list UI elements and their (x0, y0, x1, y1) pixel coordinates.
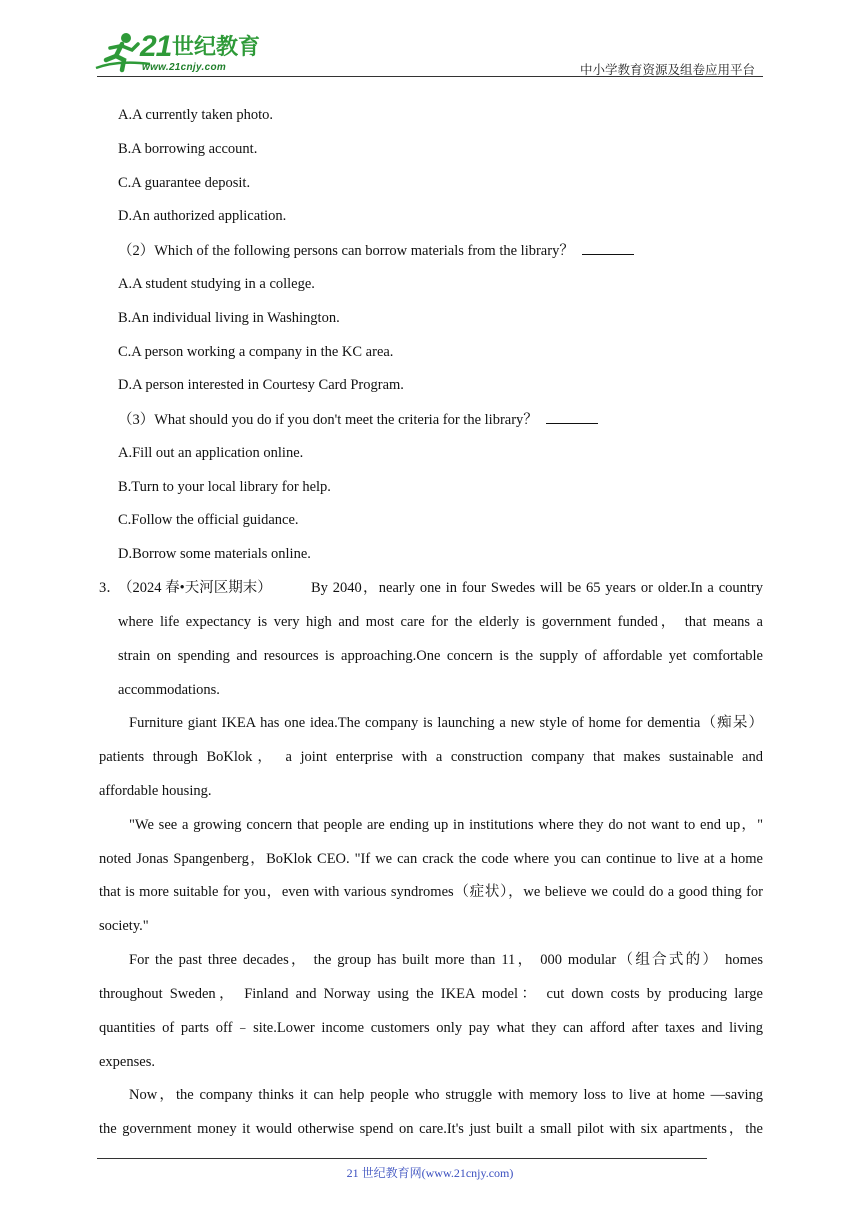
logo-chinese-name: 世纪教育 (172, 35, 261, 60)
footer-link[interactable]: 21 世纪教育网(www.21cnjy.com) (346, 1166, 514, 1180)
passage-line: throughout Sweden， Finland and Norway using the IKEA model： cut down costs by producing large (99, 986, 763, 1002)
platform-name: 中小学教育资源及组卷应用平台 (579, 62, 755, 77)
q3-stem-line (118, 409, 598, 430)
passage-line: expenses. (99, 1054, 155, 1070)
q2-option-a: A.A student studying in a college. (118, 276, 315, 292)
footer-divider (97, 1158, 707, 1159)
passage-line: the government money it would otherwise spend on care.It's just built a small pilot with six apartments，the (99, 1121, 763, 1137)
q2-option-c: C.A person working a company in the KC area. (118, 344, 394, 360)
question-source: （2024 春•天河区期末） (118, 580, 272, 596)
q1-option-c: C.A guarantee deposit. (118, 175, 251, 191)
passage-line: Now，the company thinks it can help people who struggle with memory loss to live at home —saving (129, 1087, 763, 1103)
passage-line: quantities of parts off﹣site.Lower income customers only pay what they can afford after taxes and living (99, 1020, 763, 1036)
intro-line-1: By 2040，nearly one in four Swedes will be 65 years or older.In a country (311, 580, 763, 596)
q3-stem: （3）What should you do if you don't meet the criteria for the library？ (118, 412, 538, 428)
passage-line: patients through BoKlok， a joint enterprise with a construction company that makes sustainable and (99, 749, 763, 765)
logo-number: 21 (140, 30, 172, 63)
intro-line-3: strain on spending and resources is approaching.One concern is the supply of affordable yet comfortable (118, 648, 763, 664)
answer-blank[interactable] (582, 240, 634, 255)
q2-option-d: D.A person interested in Courtesy Card Program. (118, 377, 404, 393)
passage-line: society." (99, 918, 149, 934)
passage-line: For the past three decades， the group has built more than 11， 000 modular（组合式的） homes (129, 952, 763, 968)
question-number: 3． (99, 580, 121, 596)
passage-line: noted Jonas Spangenberg，BoKlok CEO. "If we can crack the code where you can continue to live at a home (99, 851, 763, 867)
passage-line: "We see a growing concern that people are ending up in institutions where they do not want to end up，" (129, 817, 763, 833)
q3-option-c: C.Follow the official guidance. (118, 512, 299, 528)
intro-line-4: accommodations. (118, 682, 220, 698)
passage-line: Furniture giant IKEA has one idea.The company is launching a new style of home for dementia（痴呆） (129, 715, 763, 731)
page-header (0, 0, 860, 80)
q2-stem-line (118, 240, 634, 261)
q1-option-d: D.An authorized application. (118, 208, 287, 224)
q3-option-a: A.Fill out an application online. (118, 445, 304, 461)
passage-line: affordable housing. (99, 783, 212, 799)
intro-line-2: where life expectancy is very high and most care for the elderly is government funded， that means a (118, 614, 763, 630)
q2-option-b: B.An individual living in Washington. (118, 310, 340, 326)
q3-option-d: D.Borrow some materials online. (118, 546, 311, 562)
q1-option-b: B.A borrowing account. (118, 141, 258, 157)
q1-option-a: A.A currently taken photo. (118, 107, 274, 123)
site-logo[interactable] (92, 30, 262, 78)
q3-option-b: B.Turn to your local library for help. (118, 479, 331, 495)
answer-blank[interactable] (546, 409, 598, 424)
header-divider (97, 76, 763, 77)
q2-stem: （2）Which of the following persons can borrow materials from the library？ (118, 243, 574, 259)
logo-url: www.21cnjy.com (142, 62, 227, 73)
passage-line: that is more suitable for you，even with various syndromes（症状），we believe we could do a good thing for (99, 884, 763, 900)
